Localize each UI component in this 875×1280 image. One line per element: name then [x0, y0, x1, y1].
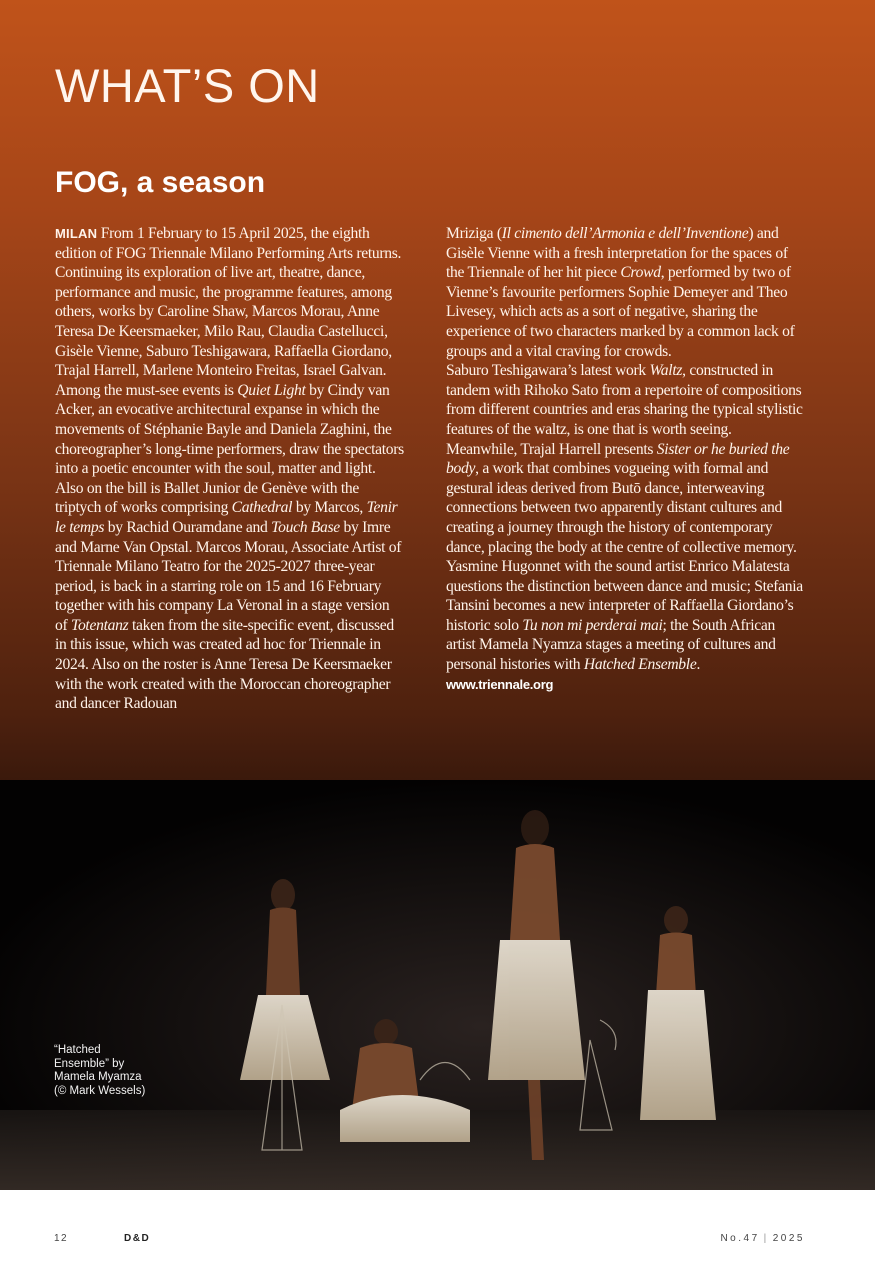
caption-line: Mamela Myamza	[54, 1071, 142, 1083]
text-run: taken from the site-specific event, discussed in this issue, which was created ad hoc for Triennale in 2024. Also on the roster is Anne Teresa De Keersmaeker with the work created with the Moroccan choreographer and dancer Radouan	[55, 616, 394, 713]
italic-title: Touch Base	[271, 518, 340, 536]
text-run: by Rachid Ouramdane and	[104, 518, 272, 536]
stage-photo	[0, 780, 875, 1190]
page-footer	[0, 1190, 875, 1280]
text-run: , constructed in tandem with Rihoko Sato from a repertoire of compositions from different countries and eras sharing the typical stylistic features of the waltz, is one that is worth seeing. Meanwhile, Trajal Harrell presents	[446, 362, 803, 458]
website-link[interactable]: www.triennale.org	[446, 676, 554, 692]
city-label: MILAN	[55, 226, 98, 241]
text-run: .	[696, 656, 701, 674]
article-text-left	[55, 224, 405, 714]
text-run: ) and Gisèle Vienne with a fresh interpretation for the spaces of the Triennale of her hit piece	[446, 225, 788, 282]
text-run: by Marcos,	[292, 499, 367, 517]
text-run: Saburo Teshigawara’s latest work	[446, 362, 650, 380]
caption-line: (© Mark Wessels)	[54, 1084, 146, 1097]
text-run: Mriziga (	[446, 225, 502, 242]
italic-title: Tu non mi perderai mai	[522, 616, 663, 634]
text-run: by Cindy van Acker, an evocative architectural expanse in which the movements of Stéphanie Bayle and Daniela Zaghini, the choreographer’s long-time performers, draw the spectators into a poetic encounter with the soul, matter and light. Also on the bill is Ballet Junior de Genève with the triptych of works comprising	[55, 381, 404, 517]
italic-title: Tenir le temps	[55, 499, 398, 536]
article-text-right	[446, 224, 804, 694]
issue-info	[720, 1233, 805, 1244]
italic-title: Quiet Light	[237, 381, 306, 399]
italic-title: Hatched Ensemble	[583, 656, 697, 674]
issue-separator: |	[763, 1233, 769, 1244]
article-column-left	[55, 224, 405, 714]
italic-title: Waltz	[649, 362, 683, 380]
italic-title: Sister or he buried the body	[446, 440, 790, 478]
photo-caption	[54, 1044, 174, 1098]
italic-title: Il cimento dell’Armonia e dell’Inventione	[501, 225, 749, 242]
text-run: ; the South African artist Mamela Nyamza stages a meeting of cultures and personal histories with	[446, 616, 776, 674]
issue-number: No.47	[720, 1233, 760, 1244]
page-number: 12	[54, 1233, 69, 1244]
issue-year: 2025	[772, 1233, 805, 1244]
italic-title: Totentanz	[71, 616, 129, 634]
text-run: From 1 February to 15 April 2025, the eighth edition of FOG Triennale Milano Performing Arts returns. Continuing its exploration of live art, theatre, dance, performance and music, the programme features, among others, works by Caroline Shaw, Marcos Morau, Anne Teresa De Keersmaeker, Milo Rau, Claudia Castellucci, Gisèle Vienne, Saburo Teshigawara, Raffaella Giordano, Trajal Harrell, Marlene Monteiro Freitas, Israel Galvan. Among the must-see events is	[55, 225, 402, 399]
text-run: by Imre and Marne Van Opstal. Marcos Morau, Associate Artist of Triennale Milano Teatro for the 2025-2027 three-year period, is back in a starring role on 15 and 16 February together with his company La Veronal in a stage version of	[55, 518, 402, 634]
magazine-name: D&D	[124, 1233, 151, 1244]
text-run: , performed by two of Vienne’s favourite performers Sophie Demeyer and Theo Livesey, which acts as a sort of negative, sharing the experience of two characters marked by a common lack of groups and a vital craving for crowds.	[446, 264, 795, 360]
text-run: , a work that combines vogueing with formal and gestural ideas derived from Butō dance, interweaving connections between two apparently distant cultures and creating a journey through the history of contemporary dance, placing the body at the centre of collective memory. Yasmine Hugonnet with the sound artist Enrico Malatesta questions the distinction between dance and music; Stefania Tansini becomes a new interpreter of Raffaella Giordano’s historic solo	[446, 460, 803, 634]
section-title: WHAT’S ON	[55, 59, 320, 112]
article-column-right	[446, 224, 804, 694]
article-headline: FOG, a season	[55, 166, 266, 199]
italic-title: Cathedral	[231, 499, 293, 517]
italic-title: Crowd	[620, 264, 661, 282]
caption-line: “Hatched	[54, 1044, 101, 1056]
caption-line: Ensemble” by	[54, 1057, 125, 1070]
